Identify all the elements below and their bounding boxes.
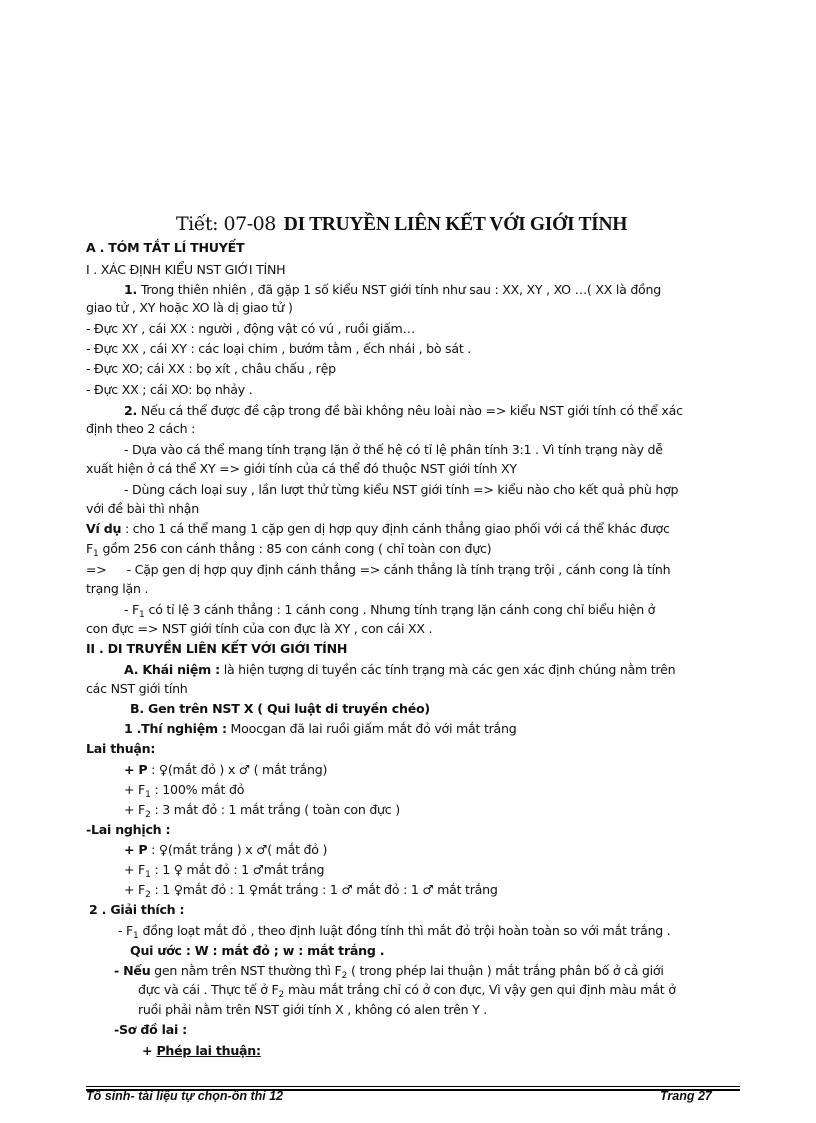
method-1-line-1: - Dựa vào cá thể mang tính trạng lặn ở thế hệ có tỉ lệ phân tính 3:1 . Vì tính trạng này dễ	[124, 442, 663, 457]
method-2-line-2: với đề bài thì nhận	[86, 501, 199, 516]
concept-line-2: các NST giới tính	[86, 681, 188, 696]
page-number: Trang 27	[660, 1089, 712, 1103]
section-2-heading: II . DI TRUYỀN LIÊN KẾT VỚI GIỚI TÍNH	[86, 641, 348, 656]
explanation-line-4: ruồi phải nằm trên NST giới tính X , không có alen trên Y .	[138, 1002, 488, 1017]
list-item: - Đực XX , cái XY : các loại chim , bướm tằm , ếch nhái , bò sát .	[86, 341, 472, 356]
forward-cross-diagram-label: + Phép lai thuận:	[142, 1043, 261, 1058]
cross-diagram-label: -Sơ đồ lai :	[114, 1022, 187, 1037]
explanation-line-1: - $F_1$ đồng loạt mắt đỏ , theo định luật đồng tính thì mắt đỏ trội hoàn toàn so với mắt trắng .	[118, 923, 671, 941]
answer-line-3: - $F_1$ có tỉ lệ 3 cánh thẳng : 1 cánh cong . Nhưng tính trạng lặn cánh cong chỉ biểu hiện ở	[124, 602, 656, 620]
list-item: - Đực XX ; cái XO: bọ nhảy .	[86, 382, 253, 397]
lesson-title	[176, 213, 627, 236]
paragraph-1-line-2: giao tử , XY hoặc XO là dị giao tử )	[86, 300, 293, 315]
lesson-heading: DI TRUYỀN LIÊN KẾT VỚI GIỚI TÍNH	[283, 214, 628, 235]
paragraph-1-line-1: 1. Trong thiên nhiên , đã gặp 1 số kiểu NST giới tính như sau : XX, XY , XO …( XX là đồng	[124, 282, 661, 297]
example-line-2: $F_1$ gồm 256 con cánh thẳng : 85 con cánh cong ( chỉ toàn con đực)	[86, 541, 492, 559]
concept-line-1: A. Khái niệm : là hiện tượng di tuyền các tính trạng mà các gen xác định chúng nằm trên	[124, 662, 676, 677]
example-line-1: Ví dụ : cho 1 cá thể mang 1 cặp gen dị hợp quy định cánh thẳng giao phối với cá thể khác được	[86, 521, 670, 536]
explanation-line-2: - Nếu gen nằm trên NST thường thì $F_2$ ( trong phép lai thuận ) mắt trắng phân bố ở cả giới	[114, 963, 664, 981]
lesson-number: Tiết: 07-08	[176, 213, 276, 235]
forward-cross-p: + P : ♀(mắt đỏ ) x ♂ ( mắt trắng)	[124, 762, 328, 777]
method-1-line-2: xuất hiện ở cá thể XY => giới tính của cá thể đó thuộc NST giới tính XY	[86, 461, 517, 476]
answer-line-4: con đực => NST giới tính của con đực là XY , con cái XX .	[86, 621, 433, 636]
gene-x-heading: B. Gen trên NST X ( Qui luật di truyền chéo)	[130, 701, 430, 716]
experiment-line: 1 .Thí nghiệm : Moocgan đã lai ruồi giấm mắt đỏ với mắt trắng	[124, 721, 517, 736]
footer-left: Tổ sinh- tài liệu tự chọn-ôn thi 12	[86, 1089, 284, 1103]
paragraph-2-line-2: định theo 2 cách :	[86, 421, 196, 436]
answer-line-1: => - Cặp gen dị hợp quy định cánh thẳng => cánh thẳng là tính trạng trội , cánh cong là tính	[86, 562, 671, 577]
explanation-line-3: đực và cái . Thực tế ở $F_2$ màu mắt trắng chỉ có ở con đực, Vì vậy gen qui định màu mắt ở	[138, 982, 676, 1000]
list-item: - Đực XO; cái XX : bọ xít , châu chấu , rệp	[86, 361, 336, 376]
method-2-line-1: - Dùng cách loại suy , lần lượt thử từng kiểu NST giới tính => kiểu nào cho kết quả phù hợp	[124, 482, 679, 497]
forward-cross-label: Lai thuận:	[86, 741, 156, 756]
reverse-cross-f1: + $F_1$ : 1 ♀ mắt đỏ : 1 ♂mắt trắng	[124, 862, 325, 880]
reverse-cross-p: + P : ♀(mắt trắng ) x ♂( mắt đỏ )	[124, 842, 328, 857]
list-item: - Đực XY , cái XX : người , động vật có vú , ruồi giấm…	[86, 321, 415, 336]
reverse-cross-f2: + $F_2$ : 1 ♀mắt đỏ : 1 ♀mắt trắng : 1 ♂ mắt đỏ : 1 ♂ mắt trắng	[124, 882, 498, 900]
reverse-cross-label: -Lai nghịch :	[86, 822, 171, 837]
convention-line: Qui ước : W : mắt đỏ ; w : mắt trắng .	[130, 943, 385, 958]
forward-cross-f1: + $F_1$ : 100% mắt đỏ	[124, 782, 245, 800]
paragraph-2-line-1: 2. Nếu cá thể được đề cập trong đề bài không nêu loài nào => kiểu NST giới tính có thể xác	[124, 403, 683, 418]
answer-line-2: trạng lặn .	[86, 581, 149, 596]
section-1-heading: I . XÁC ĐỊNH KIỂU NST GIỚI TÍNH	[86, 262, 286, 277]
explanation-heading: 2 . Giải thích :	[89, 902, 185, 917]
forward-cross-f2: + $F_2$ : 3 mắt đỏ : 1 mắt trắng ( toàn con đực )	[124, 802, 400, 820]
part-a-heading: A . TÓM TẮT LÍ THUYẾT	[86, 240, 245, 255]
footer-rule	[86, 1086, 740, 1087]
